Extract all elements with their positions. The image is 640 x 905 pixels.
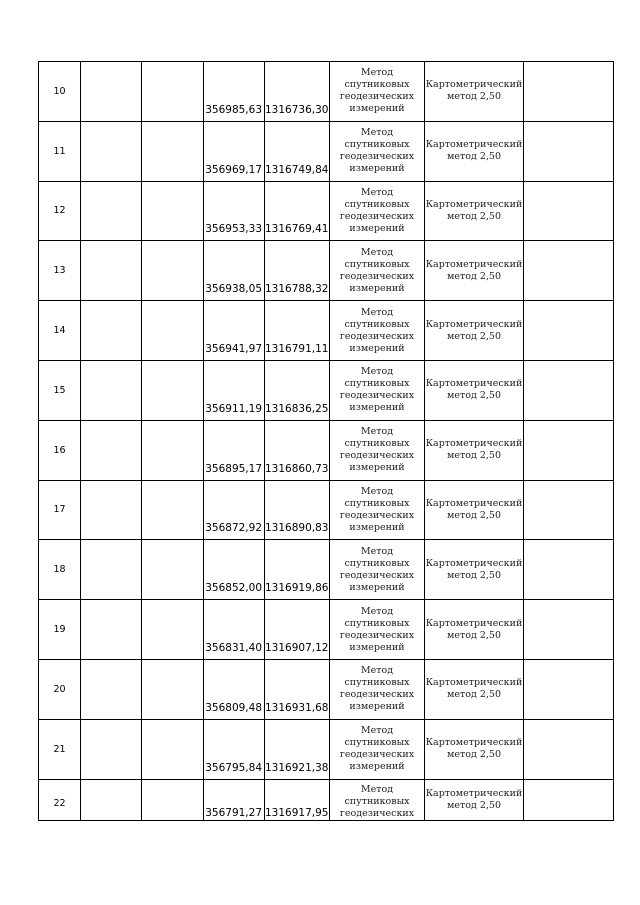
point-number-cell: 12	[39, 181, 81, 241]
method-line: Метод	[360, 485, 394, 497]
accuracy-line: Картометрический	[425, 497, 523, 509]
accuracy-line: Картометрический	[425, 79, 523, 91]
accuracy-line: Картометрический	[425, 677, 523, 689]
accuracy-cell	[425, 600, 524, 660]
empty-cell	[142, 420, 204, 480]
empty-cell	[81, 540, 142, 600]
accuracy-line: метод 2,50	[446, 629, 501, 641]
accuracy-line: Картометрический	[425, 139, 523, 151]
empty-cell	[142, 779, 204, 820]
empty-cell	[524, 360, 614, 420]
accuracy-line: метод 2,50	[446, 689, 501, 701]
coordinates-table	[38, 61, 614, 821]
method-line: геодезических	[339, 450, 415, 462]
empty-cell	[142, 181, 204, 241]
point-number-cell: 18	[39, 540, 81, 600]
method-line: измерений	[349, 282, 405, 294]
point-number-cell: 20	[39, 659, 81, 719]
method-line: спутниковых	[344, 795, 410, 807]
method-line: измерений	[349, 641, 405, 653]
accuracy-cell	[425, 62, 524, 122]
accuracy-cell	[425, 181, 524, 241]
empty-cell	[81, 360, 142, 420]
coord-x-cell: 356831,40	[204, 600, 265, 660]
coord-x-cell: 356809,48	[204, 659, 265, 719]
empty-cell	[142, 121, 204, 181]
empty-cell	[142, 719, 204, 779]
method-cell	[330, 62, 425, 122]
method-line: спутниковых	[344, 438, 410, 450]
coord-y-cell: 1316917,95	[265, 779, 330, 820]
coord-x-cell: 356895,17	[204, 420, 265, 480]
method-line: спутниковых	[344, 497, 410, 509]
method-line: измерений	[349, 342, 405, 354]
accuracy-line: метод 2,50	[446, 210, 501, 222]
method-line: Метод	[360, 545, 394, 557]
method-line: измерений	[349, 521, 405, 533]
accuracy-cell	[425, 659, 524, 719]
point-number-cell: 22	[39, 779, 81, 820]
empty-cell	[142, 540, 204, 600]
method-cell	[330, 420, 425, 480]
method-line: спутниковых	[344, 139, 410, 151]
method-line: спутниковых	[344, 79, 410, 91]
empty-cell	[524, 420, 614, 480]
method-line: спутниковых	[344, 737, 410, 749]
accuracy-cell	[425, 420, 524, 480]
coord-y-cell: 1316769,41	[265, 181, 330, 241]
accuracy-line: Картометрический	[425, 787, 523, 799]
coord-y-cell: 1316921,38	[265, 719, 330, 779]
accuracy-cell	[425, 480, 524, 540]
empty-cell	[81, 779, 142, 820]
method-line: геодезических	[339, 270, 415, 282]
table-row	[39, 420, 614, 480]
empty-cell	[524, 719, 614, 779]
coord-y-cell: 1316860,73	[265, 420, 330, 480]
accuracy-cell	[425, 540, 524, 600]
coord-x-cell: 356969,17	[204, 121, 265, 181]
method-line: спутниковых	[344, 378, 410, 390]
empty-cell	[142, 480, 204, 540]
coord-x-cell: 356911,19	[204, 360, 265, 420]
method-line: измерений	[349, 701, 405, 713]
point-number-cell: 15	[39, 360, 81, 420]
method-line: спутниковых	[344, 318, 410, 330]
coord-x-cell: 356938,05	[204, 241, 265, 301]
accuracy-line: Картометрический	[425, 198, 523, 210]
method-line: спутниковых	[344, 258, 410, 270]
table-row	[39, 719, 614, 779]
empty-cell	[81, 480, 142, 540]
empty-cell	[524, 62, 614, 122]
method-line: измерений	[349, 103, 405, 115]
empty-cell	[81, 181, 142, 241]
method-line: спутниковых	[344, 677, 410, 689]
coord-y-cell: 1316749,84	[265, 121, 330, 181]
accuracy-line: метод 2,50	[446, 270, 501, 282]
coord-x-cell: 356795,84	[204, 719, 265, 779]
accuracy-line: Картометрический	[425, 318, 523, 330]
accuracy-line: Картометрический	[425, 737, 523, 749]
accuracy-line: метод 2,50	[446, 450, 501, 462]
table-row	[39, 540, 614, 600]
method-line: Метод	[360, 605, 394, 617]
point-number-cell: 17	[39, 480, 81, 540]
empty-cell	[142, 241, 204, 301]
accuracy-line: метод 2,50	[446, 799, 501, 811]
table-row	[39, 600, 614, 660]
coord-y-cell: 1316931,68	[265, 659, 330, 719]
point-number-cell: 14	[39, 301, 81, 361]
method-line: измерений	[349, 163, 405, 175]
accuracy-line: Картометрический	[425, 378, 523, 390]
empty-cell	[81, 420, 142, 480]
coord-x-cell: 356852,00	[204, 540, 265, 600]
method-line: измерений	[349, 402, 405, 414]
empty-cell	[81, 62, 142, 122]
coord-x-cell: 356953,33	[204, 181, 265, 241]
method-cell	[330, 241, 425, 301]
method-line: спутниковых	[344, 617, 410, 629]
table-row	[39, 181, 614, 241]
empty-cell	[81, 600, 142, 660]
point-number-cell: 21	[39, 719, 81, 779]
method-line: геодезических	[339, 330, 415, 342]
method-line: Метод	[360, 127, 394, 139]
empty-cell	[142, 62, 204, 122]
method-line: геодезических	[339, 390, 415, 402]
method-line: Метод	[360, 725, 394, 737]
coord-x-cell: 356985,63	[204, 62, 265, 122]
empty-cell	[81, 301, 142, 361]
method-cell	[330, 659, 425, 719]
method-line: измерений	[349, 761, 405, 773]
accuracy-line: Картометрический	[425, 258, 523, 270]
empty-cell	[142, 301, 204, 361]
method-cell	[330, 301, 425, 361]
point-number-cell: 11	[39, 121, 81, 181]
empty-cell	[142, 659, 204, 719]
coord-x-cell: 356872,92	[204, 480, 265, 540]
method-line: Метод	[360, 186, 394, 198]
method-cell	[330, 480, 425, 540]
accuracy-line: метод 2,50	[446, 569, 501, 581]
point-number-cell: 13	[39, 241, 81, 301]
accuracy-line: метод 2,50	[446, 390, 501, 402]
method-cell	[330, 719, 425, 779]
accuracy-cell	[425, 779, 524, 820]
method-cell	[330, 181, 425, 241]
accuracy-line: Картометрический	[425, 557, 523, 569]
empty-cell	[524, 121, 614, 181]
empty-cell	[81, 659, 142, 719]
coord-y-cell: 1316791,11	[265, 301, 330, 361]
method-cell	[330, 121, 425, 181]
accuracy-cell	[425, 121, 524, 181]
accuracy-line: Картометрический	[425, 438, 523, 450]
method-line: спутниковых	[344, 557, 410, 569]
empty-cell	[524, 181, 614, 241]
method-line: геодезических	[339, 151, 415, 163]
method-line: геодезических	[339, 210, 415, 222]
empty-cell	[81, 241, 142, 301]
empty-cell	[524, 241, 614, 301]
method-line: Метод	[360, 783, 394, 795]
method-line: измерений	[349, 222, 405, 234]
method-line: измерений	[349, 581, 405, 593]
accuracy-cell	[425, 301, 524, 361]
method-line: геодезических	[339, 807, 415, 819]
table-row	[39, 779, 614, 820]
accuracy-line: Картометрический	[425, 617, 523, 629]
method-line: Метод	[360, 366, 394, 378]
method-line: Метод	[360, 306, 394, 318]
method-line: Метод	[360, 665, 394, 677]
method-cell	[330, 779, 425, 820]
method-line: геодезических	[339, 629, 415, 641]
method-line: геодезических	[339, 749, 415, 761]
table-row	[39, 241, 614, 301]
accuracy-line: метод 2,50	[446, 151, 501, 163]
empty-cell	[524, 779, 614, 820]
table-row	[39, 301, 614, 361]
accuracy-line: метод 2,50	[446, 91, 501, 103]
method-line: спутниковых	[344, 198, 410, 210]
coord-y-cell: 1316890,83	[265, 480, 330, 540]
point-number-cell: 16	[39, 420, 81, 480]
coord-y-cell: 1316836,25	[265, 360, 330, 420]
table-body	[39, 62, 614, 821]
method-cell	[330, 360, 425, 420]
accuracy-cell	[425, 360, 524, 420]
accuracy-line: метод 2,50	[446, 749, 501, 761]
method-cell	[330, 540, 425, 600]
table-row	[39, 121, 614, 181]
empty-cell	[81, 719, 142, 779]
point-number-cell: 19	[39, 600, 81, 660]
method-line: Метод	[360, 246, 394, 258]
method-line: геодезических	[339, 689, 415, 701]
empty-cell	[81, 121, 142, 181]
coord-y-cell: 1316736,30	[265, 62, 330, 122]
method-line: геодезических	[339, 509, 415, 521]
coord-y-cell: 1316919,86	[265, 540, 330, 600]
method-cell	[330, 600, 425, 660]
method-line: Метод	[360, 426, 394, 438]
empty-cell	[524, 600, 614, 660]
accuracy-line: метод 2,50	[446, 330, 501, 342]
accuracy-cell	[425, 241, 524, 301]
empty-cell	[524, 301, 614, 361]
empty-cell	[142, 360, 204, 420]
table-row	[39, 62, 614, 122]
method-line: геодезических	[339, 91, 415, 103]
coordinates-table-wrapper	[38, 61, 614, 821]
coord-y-cell: 1316788,32	[265, 241, 330, 301]
method-line: геодезических	[339, 569, 415, 581]
method-line: Метод	[360, 67, 394, 79]
empty-cell	[524, 480, 614, 540]
empty-cell	[142, 600, 204, 660]
table-row	[39, 480, 614, 540]
table-row	[39, 659, 614, 719]
method-line: измерений	[349, 462, 405, 474]
point-number-cell: 10	[39, 62, 81, 122]
coord-x-cell: 356941,97	[204, 301, 265, 361]
empty-cell	[524, 659, 614, 719]
accuracy-line: метод 2,50	[446, 509, 501, 521]
coord-x-cell: 356791,27	[204, 779, 265, 820]
table-row	[39, 360, 614, 420]
accuracy-cell	[425, 719, 524, 779]
coord-y-cell: 1316907,12	[265, 600, 330, 660]
empty-cell	[524, 540, 614, 600]
